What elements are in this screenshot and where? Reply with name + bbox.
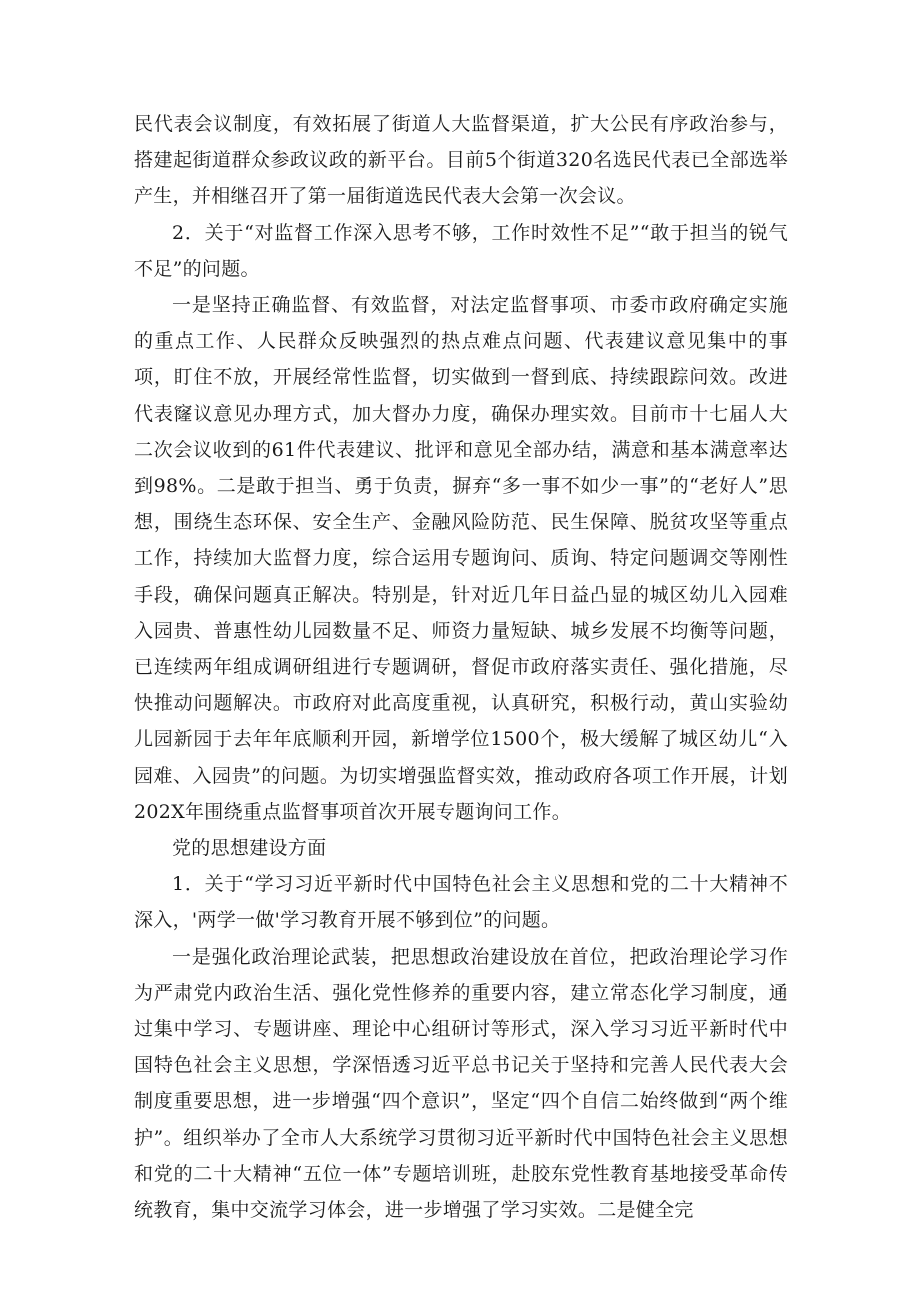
- paragraph-theory-study-measures: 一是强化政治理论武装，把思想政治建设放在首位，把政治理论学习作为严肃党内政治生活、强化党性修养的重要内容，建立常态化学习制度，通过集中学习、专题讲座、理论中心组研讨等形式，深入学习习近平新时代中国特色社会主义思想，学深悟透习近平总书记关于坚持和完善人民代表大会制度重要思想，进一步增强“四个意识”，坚定“四个自信二始终做到“两个维护”。组织举办了全市人大系统学习贯彻习近平新时代中国特色社会主义思想和党的二十大精神“五位一体”专题培训班，赴胶东党性教育基地接受革命传统教育，集中交流学习体会，进一步增强了学习实效。二是健全完: [134, 945, 788, 1222]
- paragraph-supervision-measures: 一是坚持正确监督、有效监督，对法定监督事项、市委市政府确定实施的重点工作、人民群众反映强烈的热点难点问题、代表建议意见集中的事项，盯住不放，开展经常性监督，切实做到一督到底、持续跟踪问效。改进代表窿议意见办理方式，加大督办力度，确保办理实效。目前市十七届人大二次会议收到的61件代表建议、批评和意见全部办结，满意和基本满意率达到98%。二是敢于担当、勇于负责，摒弃“多一事不如少一事”的“老好人”思想，围绕生态环保、安全生产、金融风险防范、民生保障、脱贫攻坚等重点工作，持续加大监督力度，综合运用专题询问、质询、特定问题调交等刚性手段，确保问题真正解决。特别是，针对近几年日益凸显的城区幼儿入园难入园贵、普惠性幼儿园数量不足、师资力量短缺、城乡发展不均衡等问题，已连续两年组成调研组进行专题调研，督促市政府落实责任、强化措施，尽快推动问题解决。市政府对此高度重视，认真研究，积极行动，黄山实验幼儿园新园于去年年底顺利开园，新增学位1500个，极大缓解了城区幼儿“入园难、入园贵”的问题。为切实增强监督实效，推动政府各项工作开展，计划202X年围绕重点监督事项首次开展专题询问工作。: [134, 294, 788, 823]
- paragraph-continuation: 民代表会议制度，有效拓展了街道人大监督渠道，扩大公民有序政治参与，搭建起街道群众参政议政的新平台。目前5个街道320名选民代表已全部选举产生，并相继召开了第一届街道选民代表大会第一次会议。: [134, 113, 788, 208]
- paragraph-item-1-heading: 1．关于“学习习近平新时代中国特色社会主义思想和党的二十大精神不深入，'两学一做'学习教育开展不够到位”的问题。: [134, 873, 788, 932]
- section-heading-ideological-building: 党的思想建设方面: [172, 837, 327, 860]
- paragraph-item-2-heading: 2．关于“对监督工作深入思考不够，工作时效性不足”“敢于担当的锐气不足”的问题。: [134, 221, 788, 280]
- document-body: [134, 106, 788, 1228]
